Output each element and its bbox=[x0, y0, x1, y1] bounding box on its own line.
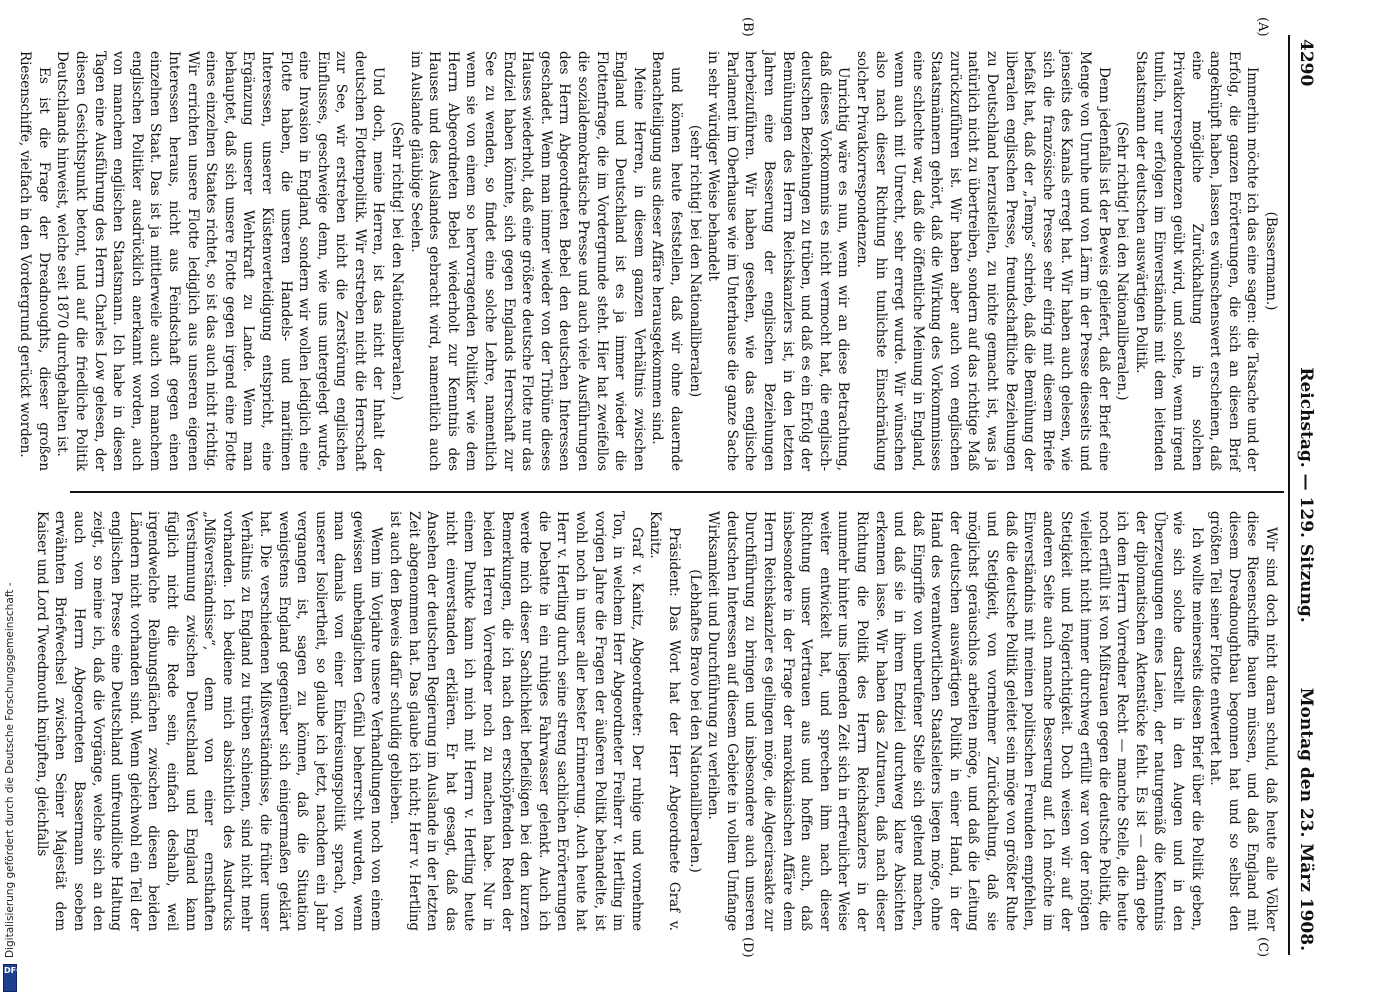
president-statement: Präsident: Das Wort hat der Herr Abgeordnete Graf v. Kanitz. bbox=[647, 511, 682, 931]
interjection: (Sehr richtig! bei den Nationalliberalen.) bbox=[1114, 121, 1131, 401]
paragraph: und können heute feststellen, daß wir ohne dauernde Benachteiligung aus dieser Affäre herausgekommen sind. bbox=[649, 51, 684, 471]
page-header bbox=[1292, 35, 1320, 955]
paragraph: Unrichtig wäre es nun, wenn wir an diese Betrachtung, daß dieses Vorkommnis es nicht vermocht hat, die englisch-deutschen Beziehungen zu trüben, und daß es ein Erfolg der Bemühungen des Herrn Reichskanzlers ist, in den letzten Jahren eine Besserung der englischen Beziehungen herbeizuführen. Wir haben gesehen, wie das englische Parlament im Oberhause wie im Unterhause die ganze Sache in sehr würdiger Weise behandelt bbox=[705, 51, 852, 471]
header-rule bbox=[1288, 35, 1290, 955]
paragraph: Es ist die Frage der Dreadnoughts, dieser großen Riesenschiffe, vielfach in den Vordergrund gerückt worden. bbox=[17, 51, 52, 471]
interjection: (Sehr richtig! bei den Nationalliberalen.) bbox=[389, 121, 406, 401]
margin-marker-b: (B) bbox=[740, 17, 755, 37]
paragraph: Meine Herren, in diesem ganzen Verhältnis zwischen England und Deutschland ist es ja immer wieder die Flottenfrage, die im Vordergrunde steht. Hier hat zweifellos die sozialdemokratische Presse und auch viele Ausführungen des Herrn Abgeordneten Bebel den deutschen Interessen geschadet. Wenn man immer wieder von der Tribüne dieses Hauses wiederholt, daß eine größere deutsche Flotte nur das Endziel haben könnte, sich gegen Englands Herrschaft zur See zu wenden, so findet eine solche Lehre, namentlich wenn sie von einem so hervorragenden Politiker wie dem Herrn Abgeordneten Bebel wiederholt zur Kenntnis des Hauses und des Auslandes gebracht wird, namentlich auch im Auslande gläubige Seelen. bbox=[407, 51, 647, 471]
margin-marker-a: (A) bbox=[1255, 17, 1270, 37]
column-divider bbox=[70, 491, 1284, 493]
paragraph: Immerhin möchte ich das eine sagen: die Tatsache und der Erfolg, die ganzen Erörterungen, die sich an diesen Brief angeknüpft haben, lassen es wünschenswert erscheinen, daß eine mögliche Zurückhaltung in solchen Privatkorrespondenzen geübt wird, und solche, wenn irgend tunlich, nur erfolgen im Einverständnis mit dem leitenden Staatsmann der deutschen auswärtigen Politik. bbox=[1132, 51, 1261, 471]
interjection: (sehr richtig! bei den Nationalliberalen) bbox=[686, 124, 703, 398]
left-column bbox=[17, 51, 1280, 471]
digitization-credit: Digitalisierung gefördert durch die Deutsche Forschungsgemeinschaft - bbox=[4, 582, 16, 958]
paragraph: Wenn im Vorjahre unsere Verhandlungen noch von einem gewissen unbehaglichen Gefühl beherrscht wurden, wenn man damals von einer Einkreisungspolitik sprach, von unserer Isoliertheit, so glaube ich jetzt, nachdem ein Jahr vergangen ist, sagen zu können, daß die Situation wenigstens England gegenüber sich einigermaßen geklärt hat. Die verschiedenen Mißverständnisse, die früher unser Verhältnis zu England zu trüben schienen, sind nicht mehr vorhanden. Ich bediene mich absichtlich des Ausdrucks „Mißverständnisse“, denn von einer ernsthaften Verstimmung zwischen Deutschland und England kann füglich nicht die Rede sein, einfach deshalb, weil irgendwelche Reibungsflächen zwischen diesen beiden Ländern nicht vorhanden sind. Wenn gleichwohl ein Teil der englischen Presse eine Deutschland unfreundliche Haltung zeigt, so meine ich, daß die Vorgänge, welche sich an den auch vom Herrn Abgeordneten Bassermann soeben erwähnten Briefwechsel zwischen Seiner Majestät dem Kaiser und Lord Tweedmouth knüpften, gleichfalls bbox=[33, 511, 385, 931]
paragraph: Denn jedenfalls ist der Beweis geliefert, daß der Brief eine Menge von Unruhe und von Lärm in der Presse diesseits und jenseits des Kanals erregt hat. Wir haben auch gelesen, wie sich die französische Presse sehr eifrig mit diesem Briefe befaßt hat, daß der „Temps“ schrieb, daß die Bemühung der liberalen englischen Presse, freundschaftliche Beziehungen zu Deutschland herzustellen, zu nichte gemacht ist, was ja natürlich nicht zu übertreiben, sondern auf das richtige Maß zurückzuführen ist. Wir haben aber auch von englischen Staatsmännern gehört, daß die Wirkung des Vorkommnisses eine schlechte war, daß die öffentliche Meinung in England, wenn auch mit Unrecht, sehr erregt wurde. Wir wünschen also nach dieser Richtung hin tunlichste Einschränkung solcher Privatkorrespondenzen. bbox=[853, 51, 1112, 471]
page-number: 4290 bbox=[1296, 39, 1316, 87]
speaker-line: (Bassermann.) bbox=[1263, 211, 1279, 311]
paragraph: Und doch, meine Herren, ist das nicht der Inhalt der deutschen Flottenpolitik. Wir erstreben nicht die Herrschaft zur See, wir erstreben nicht die Zerstörung englischen Einflusses, geschweige denn, wie uns untergelegt wurde, eine Invasion in England, sondern wir wollen lediglich eine Flotte haben, die unseren Handels- und maritimen Interessen, unserer Küstenverteidigung entspricht, eine Ergänzung unserer Wehrkraft zu Lande. Wenn man behauptet, daß sich unsere Flotte gegen irgend eine Flotte eines einzelnen Staates richtet, so ist das auch nicht richtig. Wir errichten unsere Flotte lediglich aus unseren eigenen Interessen heraus, nicht aus Feindschaft gegen einen einzelnen Staat. Das ist ja mittlerweile auch von manchem englischen Politiker ausdrücklich anerkannt worden, auch von manchem englischen Staatsmann. Ich habe in diesen Tagen eine Ausführung des Herrn Charles Low gelesen, der diesen Gesichtspunkt betont, und auf die friedliche Politik Deutschlands hinweist, welche seit 1870 durchgehalten ist. bbox=[54, 51, 387, 471]
session-date: Montag den 23. März 1908. bbox=[1296, 687, 1316, 951]
dfg-logo: DFG bbox=[3, 964, 17, 992]
margin-marker-c: (C) bbox=[1255, 937, 1270, 958]
paragraph: Ich wollte meinerseits diesen Brief über die Politik geben, wie sich solche darstellt in den Augen und in den Überzeugungen eines Laien, der naturgemäß die Kenntnis der diplomatischen Aktenstücke fehlt. Es ist — darin gebe ich dem Herrn Vorredner Recht — manche Stelle, die heute noch erfüllt ist von Mißtrauen gegen die deutsche Politik, die vielleicht nicht immer durchweg erfüllt war von der nötigen Stetigkeit und Folgerichtigkeit. Doch weisen wir auf der anderen Seite auch manche Besserung auf. Ich möchte im Einverständnis mit meinen politischen Freunden empfehlen, daß die deutsche Politik geleitet sein möge von größter Ruhe und Stetigkeit, von vornehmer Zurückhaltung, daß sie möglichst geräuschlos arbeiten möge, und daß die Leitung der deutschen auswärtigen Politik in einer Hand, in der Hand des verantwortlichen Staatsleiters liegen möge, ohne daß Eingriffe von unberufener Stelle sich geltend machen, und daß sie in ihrem Endziel durchweg klare Absichten erkennen lasse. Wir haben das Zutrauen, daß nach dieser Richtung die Politik des Herrn Reichskanzlers in der nunmehr hinter uns liegenden Zeit sich in erfreulicher Weise weiter entwickelt hat, und sprechen ihm nach dieser Richtung unser Vertrauen aus und hoffen auch, daß insbesondere in der Frage der marokkanischen Affäre dem Herrn Reichskanzler es gelingen möge, die Algecirasakte zur Durchführung zu bringen und insbesondere auch unseren deutschen Interessen auf diesem Gebiete in vollem Umfange Wirksamkeit und Durchführung zu verleihen. bbox=[705, 511, 1205, 931]
digitization-note bbox=[2, 2, 23, 992]
right-column bbox=[33, 511, 1280, 931]
paragraph: Graf v. Kanitz, Abgeordneter: Der ruhige und vornehme Ton, in welchem Herr Abgeordneter Freiherr v. Hertling im vorigen Jahre die Fragen der äußeren Politik behandelte, ist wohl noch in unser aller bester Erinnerung. Auch heute hat Herr v. Hertling durch seine streng sachlichen Erörterungen die Debatte in ein ruhiges Fahrwasser gelenkt. Auch ich werde mich dieser Sachlichkeit befleißigen bei den kurzen Bemerkungen, die ich nach den erschöpfenden Reden der beiden Herren Vorredner noch zu machen habe. Nur in einem Punkte kann ich mich mit Herrn v. Hertling heute nicht einverstanden erklären. Er hat gesagt, daß das Ansehen der deutschen Regierung im Auslande in der letzten Zeit abgenommen hat. Das glaube ich nicht; Herr v. Hertling ist auch den Beweis dafür schuldig geblieben. bbox=[387, 511, 645, 931]
interjection: (Lebhaftes Bravo bei den Nationalliberalen.) bbox=[686, 569, 703, 873]
margin-marker-d: (D) bbox=[740, 937, 755, 958]
scanned-page bbox=[17, 17, 1320, 958]
paragraph: Wir sind doch nicht daran schuld, daß heute alle Völker diese Riesenschiffe bauen müssen, und daß England mit diesem Dreadnoughtbau begonnen hat und so selbst den größten Teil seiner Flotte entwertet hat. bbox=[1207, 511, 1279, 931]
running-title: Reichstag. — 129. Sitzung. bbox=[1296, 367, 1316, 623]
